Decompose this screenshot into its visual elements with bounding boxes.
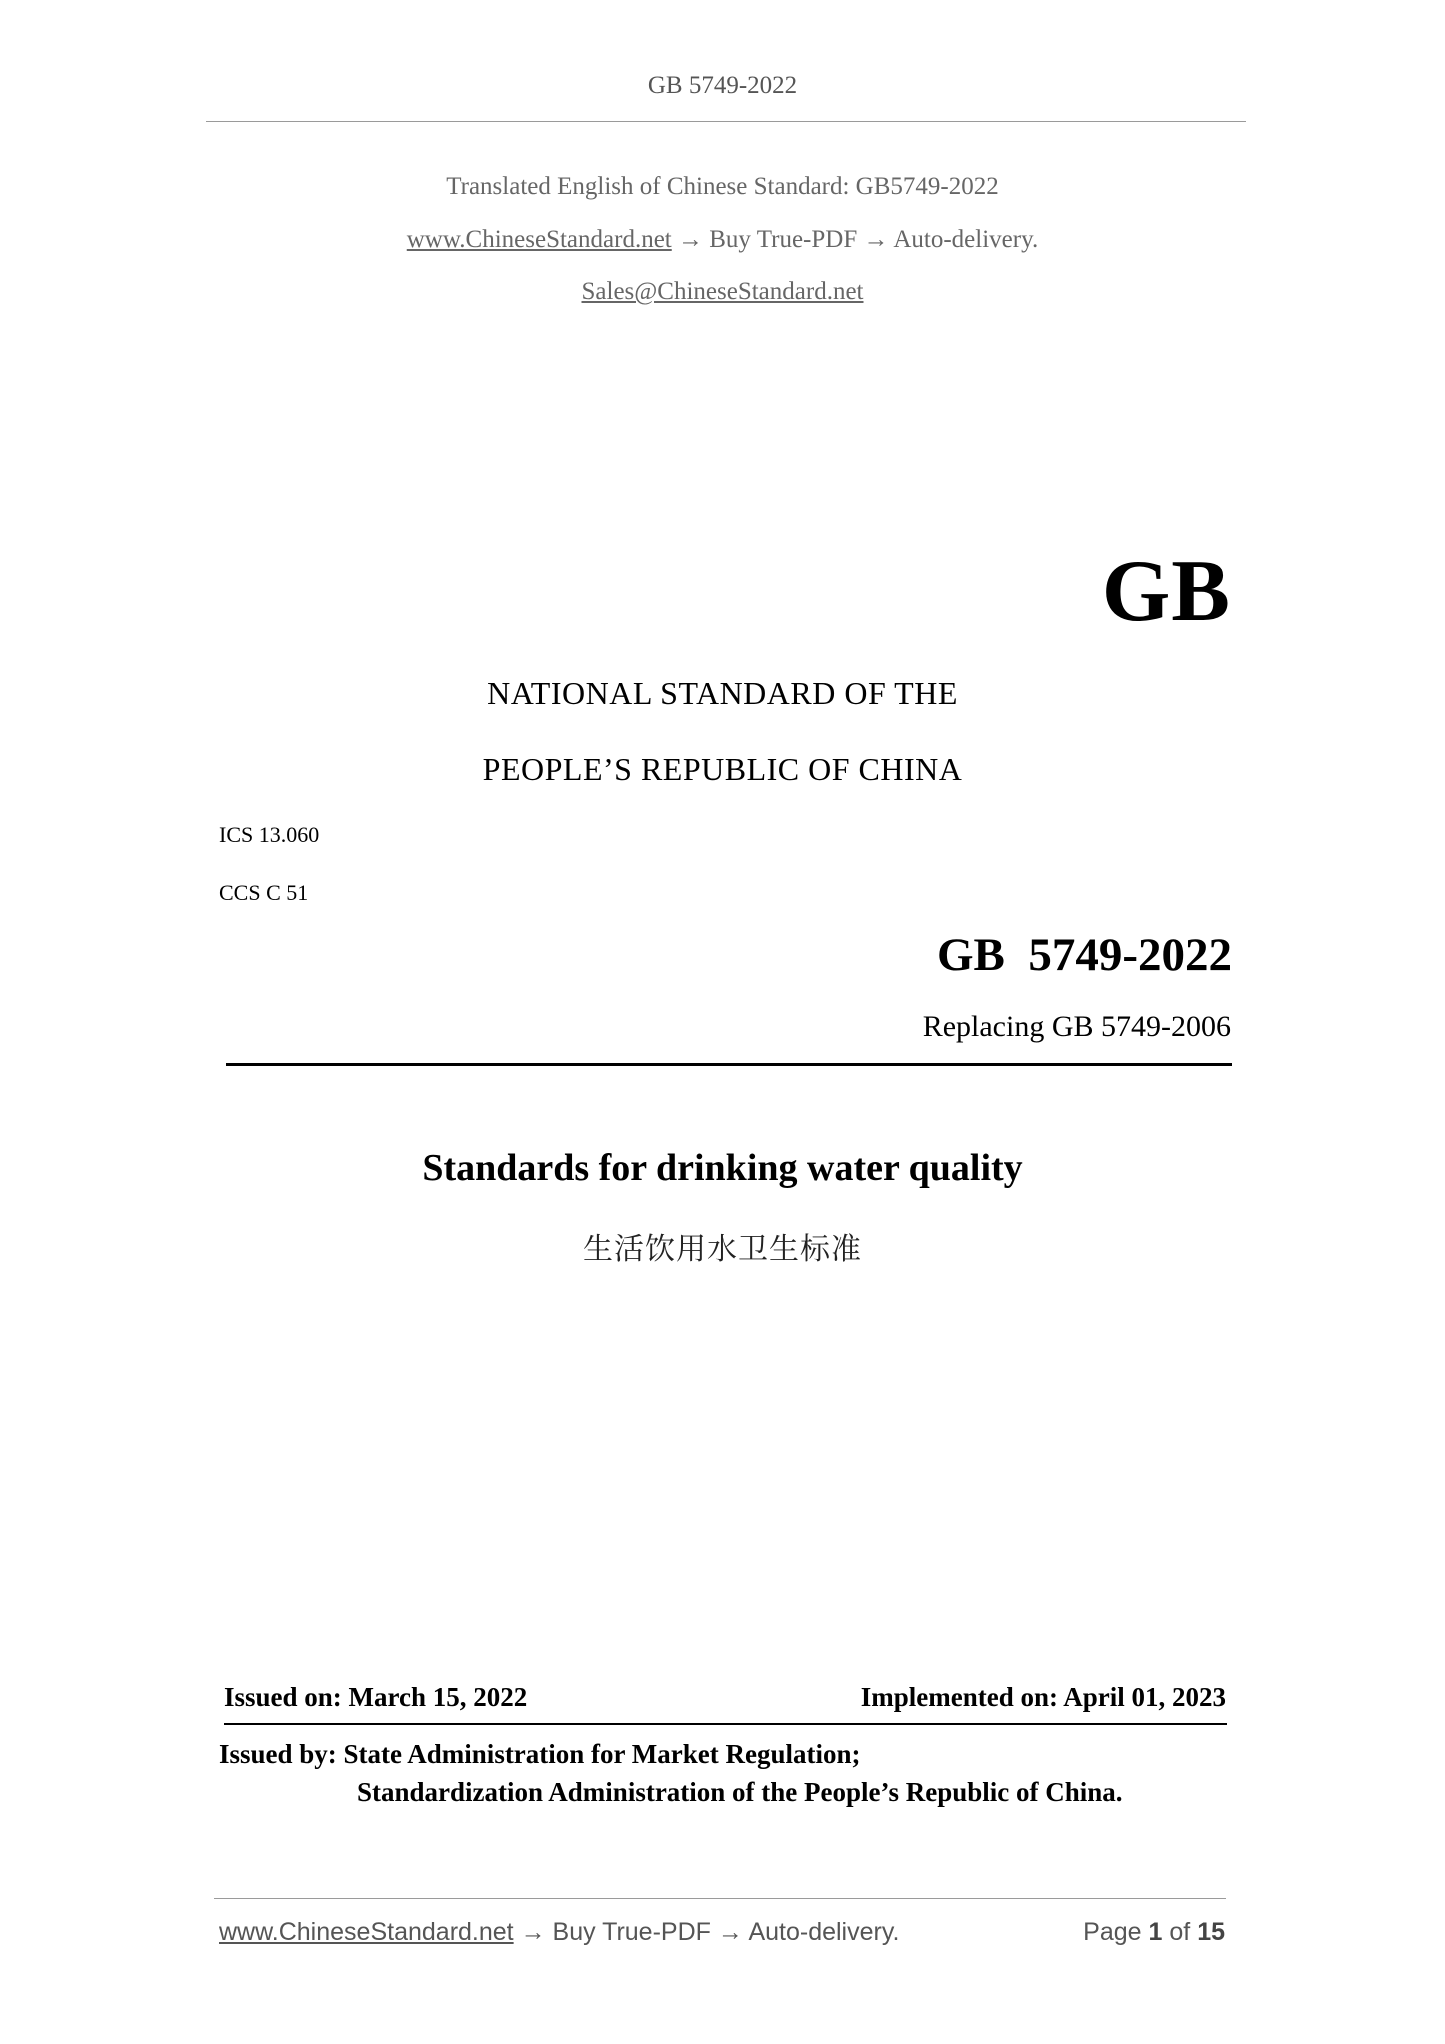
page-total: 15 bbox=[1197, 1918, 1225, 1946]
footer-purchase-line bbox=[219, 1918, 899, 1947]
document-title: Standards for drinking water quality bbox=[422, 1147, 1023, 1189]
auto-delivery-text: Auto-delivery. bbox=[893, 226, 1039, 253]
running-header: GB 5749-2022 bbox=[647, 72, 798, 99]
issued-by-line-2: Standardization Administration of the People’s Republic of China. bbox=[357, 1777, 1123, 1807]
page-indicator bbox=[1083, 1918, 1225, 1947]
footer-site-link[interactable]: www.ChineseStandard.net bbox=[219, 1918, 514, 1946]
ccs-code: CCS C 51 bbox=[219, 880, 309, 905]
of-label: of bbox=[1169, 1918, 1191, 1946]
arrow-right-icon: → bbox=[863, 226, 889, 253]
translation-notice: Translated English of Chinese Standard: GB5749-2022 bbox=[446, 173, 999, 200]
standard-number: GB 5749-2022 bbox=[936, 929, 1232, 981]
issue-divider bbox=[224, 1723, 1227, 1725]
issued-by-line-1: Issued by: State Administration for Market Regulation; bbox=[219, 1739, 861, 1769]
sales-email-line bbox=[0, 278, 1445, 306]
document-title-chinese: 生活饮用水卫生标准 bbox=[583, 1232, 862, 1267]
buy-true-pdf-text: Buy True-PDF bbox=[709, 226, 858, 253]
national-standard-line-1: NATIONAL STANDARD OF THE bbox=[487, 675, 958, 711]
page-label: Page bbox=[1083, 1918, 1142, 1946]
purchase-line bbox=[0, 226, 1445, 254]
implemented-on-date: Implemented on: April 01, 2023 bbox=[860, 1682, 1226, 1712]
arrow-right-icon: → bbox=[717, 1918, 743, 1946]
arrow-right-icon: → bbox=[520, 1918, 546, 1946]
title-divider bbox=[226, 1063, 1232, 1066]
national-standard-line-2: PEOPLE’S REPUBLIC OF CHINA bbox=[482, 751, 963, 787]
header-divider bbox=[206, 121, 1246, 122]
page-current: 1 bbox=[1148, 1918, 1163, 1946]
gb-logo: GB bbox=[1101, 543, 1231, 640]
site-link[interactable]: www.ChineseStandard.net bbox=[406, 226, 672, 253]
issued-on-date: Issued on: March 15, 2022 bbox=[224, 1682, 528, 1712]
arrow-right-icon: → bbox=[678, 226, 703, 253]
replacing-note: Replacing GB 5749-2006 bbox=[922, 1010, 1231, 1043]
ics-code: ICS 13.060 bbox=[219, 822, 320, 847]
sales-email-link[interactable]: Sales@ChineseStandard.net bbox=[581, 278, 864, 305]
footer-divider bbox=[214, 1898, 1226, 1899]
footer-delivery-text: Auto-delivery. bbox=[748, 1918, 900, 1946]
footer-buy-text: Buy True-PDF bbox=[552, 1918, 711, 1946]
